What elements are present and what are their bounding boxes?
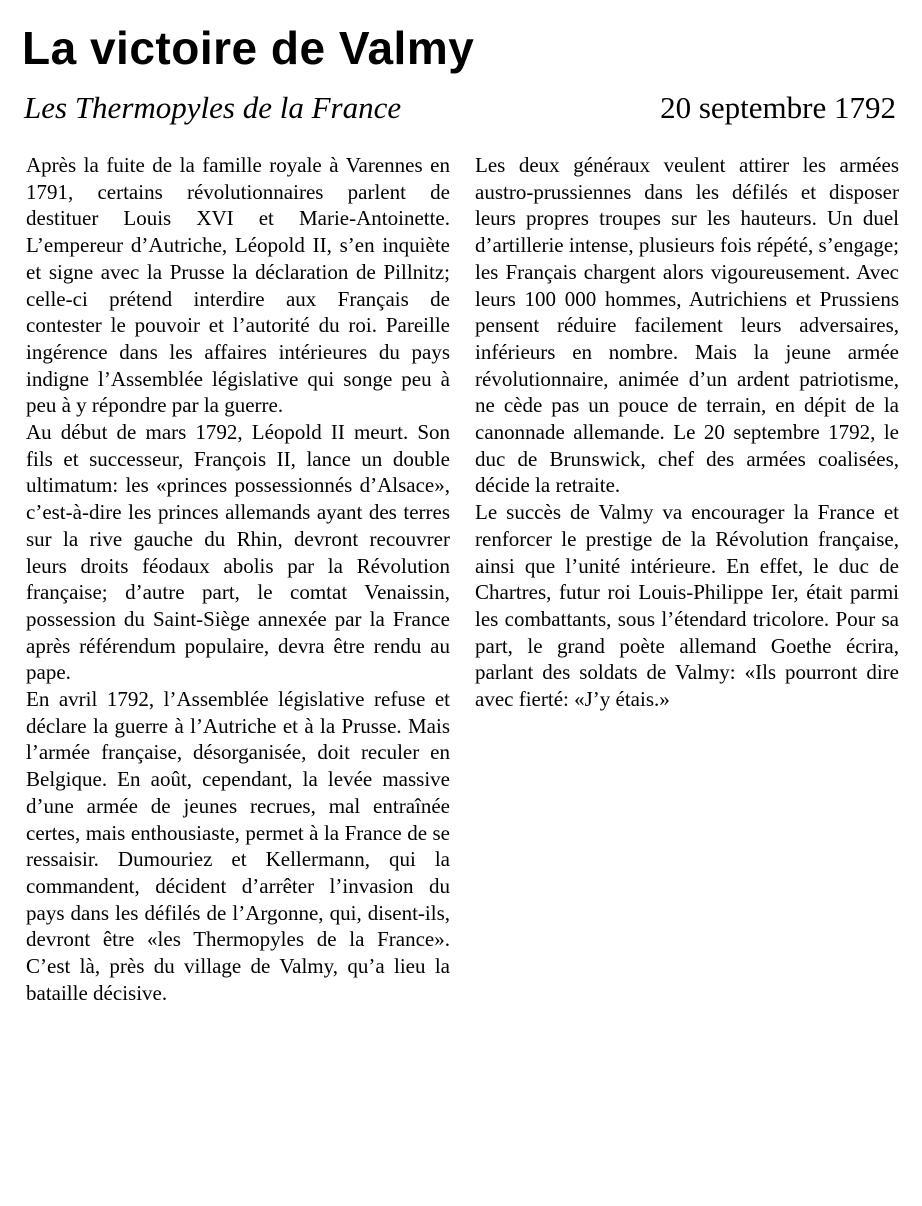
article-subtitle: Les Thermopyles de la France: [24, 90, 402, 125]
paragraph-5: Le succès de Valmy va encourager la France et renforcer le prestige de la Révolution française, ainsi que l’unité intérieure. En effet, le duc de Chartres, futur roi Louis-Philippe Ier, était parmi les combattants, sous l’étendard tricolore. Pour sa part, le grand poète allemand Goethe écrira, parlant des soldats de Valmy: «Ils pourront dire avec fierté: «J’y étais.»: [475, 500, 899, 712]
article-title: La victoire de Valmy: [22, 22, 475, 74]
paragraph-1: Après la fuite de la famille royale à Varennes en 1791, certains révolutionnaires parlent de destituer Louis XVI et Marie-Antoinette. L’empereur d’Autriche, Léopold II, s’en inquiète et signe avec la Prusse la déclaration de Pillnitz; celle-ci prétend interdire aux Français de contester le pouvoir et l’autorité du roi. Pareille ingérence dans les affaires intérieures du pays indigne l’Assemblée législative qui songe peu à peu à y répondre par la guerre.: [26, 153, 450, 418]
left-column: [26, 152, 450, 1007]
paragraph-3: En avril 1792, l’Assemblée législative refuse et déclare la guerre à l’Autriche et à la Prusse. Mais l’armée française, désorganisée, doit reculer en Belgique. En août, cependant, la levée massive d’une armée de jeunes recrues, mal entraînée certes, mais enthousiaste, permet à la France de se ressaisir. Dumouriez et Kellermann, qui la commandent, décident d’arrêter l’invasion du pays dans les défilés de l’Argonne, qui, disent-ils, devront être «les Thermopyles de la France». C’est là, près du village de Valmy, qu’a lieu la bataille décisive.: [26, 687, 450, 1005]
right-column: [475, 152, 899, 713]
paragraph-2: Au début de mars 1792, Léopold II meurt. Son fils et successeur, François II, lance un double ultimatum: les «princes possessionnés d’Alsace», c’est-à-dire les princes allemands ayant des terres sur la rive gauche du Rhin, devront recouvrer leurs droits féodaux abolis par la Révolution française; d’autre part, le comtat Venaissin, possession du Saint-Siège annexée par la France après référendum populaire, devra être rendu au pape.: [26, 420, 450, 685]
article-date: 20 septembre 1792: [660, 90, 896, 125]
paragraph-4: Les deux généraux veulent attirer les armées austro-prussiennes dans les défilés et disposer leurs propres troupes sur les hauteurs. Un duel d’artillerie intense, plusieurs fois répété, s’engage; les Français chargent alors vigoureusement. Avec leurs 100 000 hommes, Autrichiens et Prussiens pensent réduire facilement leurs adversaires, inférieurs en nombre. Mais la jeune armée révolutionnaire, animée d’un ardent patriotisme, ne cède pas un pouce de terrain, en dépit de la canonnade allemande. Le 20 septembre 1792, le duc de Brunswick, chef des armées coalisées, décide la retraite.: [475, 153, 899, 498]
